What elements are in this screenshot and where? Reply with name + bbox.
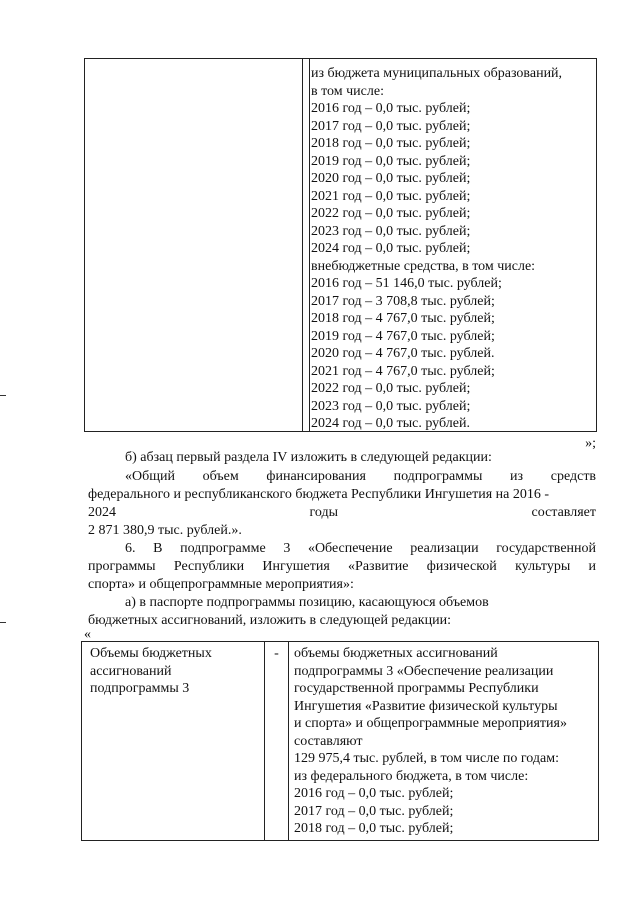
word: Ингушетия [262,559,330,574]
word: «Общий [125,469,175,484]
table-line: 2016 год – 0,0 тыс. рублей; [311,101,471,116]
table-line: внебюджетные средства, в том числе: [311,258,536,274]
table-line: из бюджета муниципальных образований, [311,66,563,81]
table-line: 2024 год – 0,0 тыс. рублей. [311,416,470,431]
word: реализации [410,541,479,556]
label-line: подпрограммы 3 [90,681,190,696]
paragraph-line: 2 871 380,9 тыс. рублей.». [88,523,242,538]
word: из [510,469,524,484]
table-cell-values [294,645,594,838]
table-line: 2023 год – 0,0 тыс. рублей; [311,223,471,239]
word: 6. [125,541,136,556]
table-cell-dash: - [265,642,289,840]
table-line: 2020 год – 4 767,0 тыс. рублей. [311,346,495,361]
word: программы [88,559,156,574]
word: «Обеспечение [307,541,393,556]
table-line: 2022 год – 0,0 тыс. рублей; [311,206,471,221]
table-line: 2018 год – 4 767,0 тыс. рублей; [311,311,495,326]
paragraph-line-justified [88,558,596,576]
word: финансирования [266,469,366,484]
table-cell-values [311,65,596,433]
label-line: Объемы бюджетных [90,646,212,661]
table-cell-label [82,642,265,840]
paragraph-line-justified [88,504,596,522]
table-line: 2024 год – 0,0 тыс. рублей; [311,241,471,256]
budget-passport-table [81,641,599,841]
table-line: 2019 год – 0,0 тыс. рублей; [311,153,471,169]
paragraph-line: федерального и республиканского бюджета Республики Ингушетия на 2016 - [88,487,550,502]
word: Республики [173,559,245,574]
paragraph-line: спорта» и общепрограммные мероприятия»: [88,577,354,592]
table-line: подпрограммы 3 «Обеспечение реализации [294,663,554,679]
word: составляет [531,505,596,520]
word: 2024 [88,505,116,520]
table-line: 2021 год – 0,0 тыс. рублей; [311,188,471,204]
closing-quote: »; [585,436,596,451]
word: подпрограммы [393,469,483,484]
word: 3 [283,541,291,556]
table-line: 2022 год – 0,0 тыс. рублей; [311,381,471,396]
word: государственной [496,541,597,556]
margin-mark [0,395,6,396]
table-line: 2023 год – 0,0 тыс. рублей; [311,398,471,414]
word: культуры [515,559,571,574]
paragraph-line-justified [125,540,596,558]
table-line: 2017 год – 0,0 тыс. рублей; [294,803,454,819]
paragraph-line: бюджетных ассигнований, изложить в следующей редакции: [88,613,451,628]
table-line: 2017 год – 3 708,8 тыс. рублей; [311,293,495,309]
funding-table-continued [84,58,597,432]
table-line: из федерального бюджета, в том числе: [294,768,529,784]
label-line: ассигнований [90,663,172,679]
paragraph-b: б) абзац первый раздела IV изложить в следующей редакции: [125,450,492,465]
table-line: государственной программы Республики [294,681,539,696]
table-line: 2020 год – 0,0 тыс. рублей; [311,171,471,186]
word: «Развитие [348,559,409,574]
table-line: и спорта» и общепрограммные мероприятия» [294,716,567,731]
table-line: 2018 год – 0,0 тыс. рублей; [311,136,471,151]
word: объем [202,469,239,484]
table-line: Ингушетия «Развитие физической культуры [294,698,558,714]
table-line: 2016 год – 51 146,0 тыс. рублей; [311,276,502,291]
word: физической [426,559,497,574]
table-cell-separator [303,59,310,431]
paragraph-line-justified [125,468,596,486]
table-line: 2017 год – 0,0 тыс. рублей; [311,118,471,134]
table-line: 2016 год – 0,0 тыс. рублей; [294,786,454,801]
table-line: 129 975,4 тыс. рублей, в том числе по годам: [294,751,559,766]
table-line: 2021 год – 4 767,0 тыс. рублей; [311,363,495,379]
paragraph-line: а) в паспорте подпрограммы позицию, касающуюся объемов [125,595,489,610]
word: подпрограмме [180,541,266,556]
table-cell-label [85,59,303,431]
table-line: объемы бюджетных ассигнований [294,646,498,661]
word: и [588,559,597,574]
opening-quote: « [84,627,91,642]
table-line: 2018 год – 0,0 тыс. рублей; [294,821,454,836]
table-line: составляют [294,733,363,749]
table-line: в том числе: [311,83,384,99]
margin-mark [0,622,6,623]
word: В [153,541,163,556]
word: средств [550,469,597,484]
word: годы [309,505,339,520]
table-line: 2019 год – 4 767,0 тыс. рублей; [311,328,495,344]
